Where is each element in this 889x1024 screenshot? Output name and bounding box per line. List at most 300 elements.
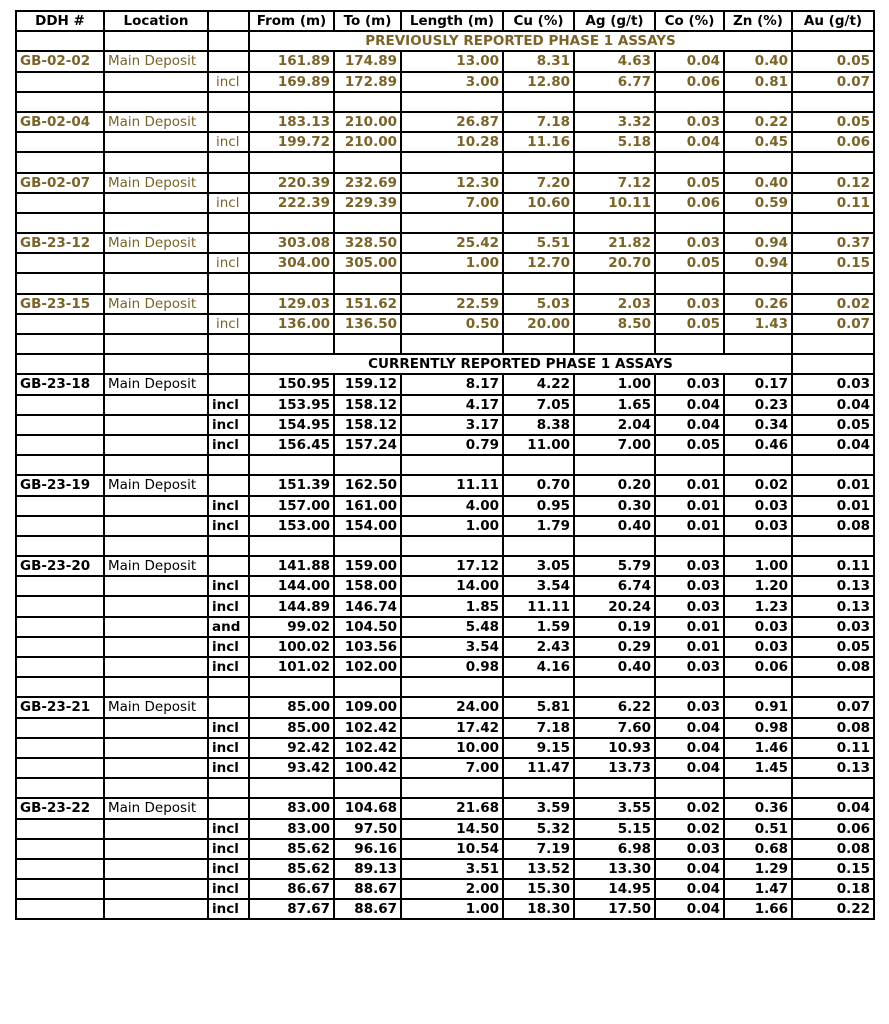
location-cell — [104, 273, 208, 293]
empty-cell — [208, 354, 249, 374]
ddh-cell — [16, 718, 104, 738]
ag-cell — [574, 273, 655, 293]
location-cell — [104, 496, 208, 516]
ag-cell — [574, 334, 655, 354]
qualifier-cell — [208, 173, 249, 193]
cu-cell: 4.16 — [503, 657, 574, 677]
cu-cell — [503, 536, 574, 556]
section-header-row — [16, 31, 874, 51]
header-ag: Ag (g/t) — [574, 11, 655, 31]
zn-cell: 1.00 — [724, 556, 792, 576]
qualifier-cell: incl — [208, 738, 249, 758]
table-row — [16, 435, 874, 455]
co-cell — [655, 273, 724, 293]
co-cell: 0.01 — [655, 617, 724, 637]
length-cell: 5.48 — [401, 617, 503, 637]
co-cell: 0.04 — [655, 415, 724, 435]
au-cell — [792, 92, 874, 112]
cu-cell: 11.11 — [503, 596, 574, 616]
au-cell: 0.18 — [792, 879, 874, 899]
ag-cell: 13.30 — [574, 859, 655, 879]
length-cell: 3.00 — [401, 72, 503, 92]
location-cell: Main Deposit — [104, 475, 208, 495]
from-cell: 153.95 — [249, 395, 334, 415]
au-cell: 0.11 — [792, 556, 874, 576]
location-cell — [104, 576, 208, 596]
cu-cell — [503, 152, 574, 172]
location-cell — [104, 738, 208, 758]
length-cell: 1.85 — [401, 596, 503, 616]
co-cell: 0.04 — [655, 51, 724, 71]
from-cell: 150.95 — [249, 374, 334, 394]
location-cell — [104, 92, 208, 112]
length-cell: 25.42 — [401, 233, 503, 253]
co-cell: 0.04 — [655, 718, 724, 738]
qualifier-cell — [208, 152, 249, 172]
qualifier-cell: incl — [208, 496, 249, 516]
qualifier-cell: and — [208, 617, 249, 637]
ddh-cell: GB-02-07 — [16, 173, 104, 193]
from-cell: 85.62 — [249, 839, 334, 859]
ddh-cell — [16, 193, 104, 213]
qualifier-cell — [208, 334, 249, 354]
ddh-cell — [16, 819, 104, 839]
location-cell — [104, 899, 208, 919]
table-row — [16, 576, 874, 596]
to-cell: 102.00 — [334, 657, 401, 677]
au-cell: 0.02 — [792, 294, 874, 314]
empty-cell — [104, 354, 208, 374]
location-cell — [104, 455, 208, 475]
ddh-cell — [16, 637, 104, 657]
to-cell — [334, 92, 401, 112]
ag-cell: 4.63 — [574, 51, 655, 71]
qualifier-cell — [208, 213, 249, 233]
cu-cell: 1.79 — [503, 516, 574, 536]
blank-row — [16, 152, 874, 172]
zn-cell — [724, 213, 792, 233]
qualifier-cell: incl — [208, 435, 249, 455]
ddh-cell — [16, 455, 104, 475]
zn-cell: 0.98 — [724, 718, 792, 738]
qualifier-cell — [208, 556, 249, 576]
ag-cell: 7.00 — [574, 435, 655, 455]
location-cell — [104, 677, 208, 697]
qualifier-cell: incl — [208, 415, 249, 435]
qualifier-cell: incl — [208, 637, 249, 657]
length-cell: 14.00 — [401, 576, 503, 596]
co-cell: 0.04 — [655, 899, 724, 919]
from-cell: 86.67 — [249, 879, 334, 899]
blank-row — [16, 92, 874, 112]
zn-cell: 0.40 — [724, 173, 792, 193]
ag-cell: 0.30 — [574, 496, 655, 516]
header-length: Length (m) — [401, 11, 503, 31]
header-cu: Cu (%) — [503, 11, 574, 31]
length-cell: 2.00 — [401, 879, 503, 899]
to-cell: 229.39 — [334, 193, 401, 213]
au-cell: 0.04 — [792, 395, 874, 415]
zn-cell: 1.45 — [724, 758, 792, 778]
ag-cell: 6.22 — [574, 697, 655, 717]
co-cell — [655, 455, 724, 475]
to-cell: 103.56 — [334, 637, 401, 657]
location-cell — [104, 596, 208, 616]
cu-cell — [503, 778, 574, 798]
qualifier-cell — [208, 233, 249, 253]
co-cell: 0.03 — [655, 576, 724, 596]
ddh-cell — [16, 273, 104, 293]
header-zn: Zn (%) — [724, 11, 792, 31]
ddh-cell: GB-23-12 — [16, 233, 104, 253]
location-cell: Main Deposit — [104, 51, 208, 71]
to-cell — [334, 778, 401, 798]
co-cell: 0.03 — [655, 112, 724, 132]
cu-cell: 7.20 — [503, 173, 574, 193]
qualifier-cell — [208, 798, 249, 818]
length-cell: 1.00 — [401, 253, 503, 273]
qualifier-cell — [208, 51, 249, 71]
table-row — [16, 374, 874, 394]
cu-cell: 11.16 — [503, 132, 574, 152]
from-cell: 154.95 — [249, 415, 334, 435]
ag-cell: 10.11 — [574, 193, 655, 213]
ddh-cell — [16, 516, 104, 536]
table-row — [16, 51, 874, 71]
ag-cell: 3.55 — [574, 798, 655, 818]
au-cell: 0.05 — [792, 415, 874, 435]
co-cell: 0.01 — [655, 516, 724, 536]
qualifier-cell: incl — [208, 879, 249, 899]
location-cell: Main Deposit — [104, 112, 208, 132]
ag-cell — [574, 778, 655, 798]
empty-cell — [792, 31, 874, 51]
header-au: Au (g/t) — [792, 11, 874, 31]
cu-cell: 0.95 — [503, 496, 574, 516]
length-cell: 3.54 — [401, 637, 503, 657]
cu-cell: 4.22 — [503, 374, 574, 394]
cu-cell: 20.00 — [503, 314, 574, 334]
qualifier-cell: incl — [208, 758, 249, 778]
qualifier-cell — [208, 677, 249, 697]
blank-row — [16, 273, 874, 293]
location-cell: Main Deposit — [104, 697, 208, 717]
zn-cell — [724, 677, 792, 697]
ddh-cell — [16, 738, 104, 758]
length-cell — [401, 536, 503, 556]
au-cell — [792, 677, 874, 697]
ag-cell: 0.20 — [574, 475, 655, 495]
cu-cell — [503, 334, 574, 354]
ag-cell: 2.03 — [574, 294, 655, 314]
zn-cell — [724, 152, 792, 172]
to-cell: 88.67 — [334, 899, 401, 919]
co-cell: 0.03 — [655, 556, 724, 576]
length-cell — [401, 778, 503, 798]
table-row — [16, 596, 874, 616]
cu-cell: 2.43 — [503, 637, 574, 657]
qualifier-cell: incl — [208, 576, 249, 596]
table-row — [16, 314, 874, 334]
location-cell — [104, 758, 208, 778]
ag-cell: 14.95 — [574, 879, 655, 899]
length-cell: 13.00 — [401, 51, 503, 71]
cu-cell: 5.51 — [503, 233, 574, 253]
empty-cell — [104, 31, 208, 51]
length-cell — [401, 213, 503, 233]
length-cell — [401, 677, 503, 697]
table-row — [16, 637, 874, 657]
zn-cell — [724, 92, 792, 112]
to-cell: 161.00 — [334, 496, 401, 516]
zn-cell: 0.94 — [724, 253, 792, 273]
ddh-cell — [16, 879, 104, 899]
zn-cell — [724, 778, 792, 798]
length-cell: 3.17 — [401, 415, 503, 435]
ddh-cell: GB-23-20 — [16, 556, 104, 576]
table-row — [16, 819, 874, 839]
header-from: From (m) — [249, 11, 334, 31]
length-cell: 8.17 — [401, 374, 503, 394]
length-cell: 0.50 — [401, 314, 503, 334]
location-cell — [104, 839, 208, 859]
from-cell — [249, 536, 334, 556]
blank-row — [16, 536, 874, 556]
location-cell: Main Deposit — [104, 294, 208, 314]
length-cell: 17.12 — [401, 556, 503, 576]
table-row — [16, 395, 874, 415]
location-cell: Main Deposit — [104, 374, 208, 394]
au-cell: 0.13 — [792, 596, 874, 616]
length-cell: 4.17 — [401, 395, 503, 415]
cu-cell: 18.30 — [503, 899, 574, 919]
ag-cell: 13.73 — [574, 758, 655, 778]
length-cell — [401, 273, 503, 293]
qualifier-cell: incl — [208, 899, 249, 919]
cu-cell: 3.54 — [503, 576, 574, 596]
length-cell: 7.00 — [401, 193, 503, 213]
location-cell — [104, 637, 208, 657]
header-ddh: DDH # — [16, 11, 104, 31]
to-cell — [334, 536, 401, 556]
length-cell: 10.00 — [401, 738, 503, 758]
table-row — [16, 556, 874, 576]
location-cell — [104, 72, 208, 92]
qualifier-cell: incl — [208, 657, 249, 677]
from-cell: 92.42 — [249, 738, 334, 758]
co-cell: 0.04 — [655, 738, 724, 758]
zn-cell: 1.23 — [724, 596, 792, 616]
ag-cell: 10.93 — [574, 738, 655, 758]
qualifier-cell — [208, 92, 249, 112]
to-cell — [334, 152, 401, 172]
co-cell — [655, 778, 724, 798]
to-cell: 158.00 — [334, 576, 401, 596]
ag-cell: 8.50 — [574, 314, 655, 334]
from-cell: 85.62 — [249, 859, 334, 879]
ag-cell — [574, 152, 655, 172]
au-cell: 0.05 — [792, 112, 874, 132]
from-cell: 129.03 — [249, 294, 334, 314]
ag-cell: 0.40 — [574, 516, 655, 536]
ddh-cell — [16, 576, 104, 596]
au-cell: 0.13 — [792, 576, 874, 596]
table-row — [16, 879, 874, 899]
cu-cell: 5.03 — [503, 294, 574, 314]
cu-cell: 10.60 — [503, 193, 574, 213]
ddh-cell — [16, 657, 104, 677]
length-cell: 10.54 — [401, 839, 503, 859]
ag-cell: 7.60 — [574, 718, 655, 738]
zn-cell: 0.03 — [724, 617, 792, 637]
blank-row — [16, 334, 874, 354]
zn-cell — [724, 455, 792, 475]
cu-cell — [503, 213, 574, 233]
table-row — [16, 193, 874, 213]
au-cell: 0.15 — [792, 253, 874, 273]
header-qualifier — [208, 11, 249, 31]
to-cell: 158.12 — [334, 415, 401, 435]
blank-row — [16, 677, 874, 697]
location-cell — [104, 314, 208, 334]
blank-row — [16, 213, 874, 233]
qualifier-cell — [208, 112, 249, 132]
qualifier-cell — [208, 536, 249, 556]
cu-cell — [503, 92, 574, 112]
co-cell: 0.03 — [655, 596, 724, 616]
au-cell: 0.08 — [792, 657, 874, 677]
ag-cell: 21.82 — [574, 233, 655, 253]
section-title: CURRENTLY REPORTED PHASE 1 ASSAYS — [249, 354, 792, 374]
from-cell — [249, 778, 334, 798]
to-cell — [334, 213, 401, 233]
cu-cell: 3.05 — [503, 556, 574, 576]
blank-row — [16, 455, 874, 475]
to-cell: 146.74 — [334, 596, 401, 616]
ddh-cell — [16, 415, 104, 435]
table-row — [16, 415, 874, 435]
co-cell: 0.01 — [655, 496, 724, 516]
co-cell: 0.04 — [655, 758, 724, 778]
au-cell: 0.08 — [792, 839, 874, 859]
ag-cell: 1.00 — [574, 374, 655, 394]
table-row — [16, 173, 874, 193]
ddh-cell — [16, 839, 104, 859]
au-cell: 0.06 — [792, 132, 874, 152]
ddh-cell — [16, 314, 104, 334]
au-cell: 0.13 — [792, 758, 874, 778]
zn-cell: 0.94 — [724, 233, 792, 253]
au-cell: 0.08 — [792, 516, 874, 536]
co-cell: 0.03 — [655, 233, 724, 253]
ddh-cell — [16, 617, 104, 637]
ddh-cell — [16, 253, 104, 273]
zn-cell: 0.02 — [724, 475, 792, 495]
length-cell: 10.28 — [401, 132, 503, 152]
to-cell: 154.00 — [334, 516, 401, 536]
to-cell — [334, 677, 401, 697]
qualifier-cell: incl — [208, 839, 249, 859]
ddh-cell — [16, 334, 104, 354]
zn-cell: 0.17 — [724, 374, 792, 394]
to-cell: 158.12 — [334, 395, 401, 415]
blank-row — [16, 778, 874, 798]
to-cell: 305.00 — [334, 253, 401, 273]
to-cell: 159.00 — [334, 556, 401, 576]
cu-cell — [503, 273, 574, 293]
ddh-cell — [16, 859, 104, 879]
qualifier-cell — [208, 455, 249, 475]
to-cell: 109.00 — [334, 697, 401, 717]
ddh-cell — [16, 758, 104, 778]
zn-cell: 0.81 — [724, 72, 792, 92]
table-row — [16, 516, 874, 536]
from-cell: 199.72 — [249, 132, 334, 152]
co-cell: 0.06 — [655, 72, 724, 92]
co-cell: 0.06 — [655, 193, 724, 213]
table-row — [16, 738, 874, 758]
header-co: Co (%) — [655, 11, 724, 31]
ag-cell: 1.65 — [574, 395, 655, 415]
length-cell: 1.00 — [401, 516, 503, 536]
ag-cell: 17.50 — [574, 899, 655, 919]
ag-cell — [574, 677, 655, 697]
from-cell: 99.02 — [249, 617, 334, 637]
section-header-row — [16, 354, 874, 374]
co-cell: 0.04 — [655, 859, 724, 879]
location-cell — [104, 132, 208, 152]
empty-cell — [208, 31, 249, 51]
au-cell — [792, 213, 874, 233]
ddh-cell — [16, 435, 104, 455]
qualifier-cell — [208, 374, 249, 394]
length-cell: 0.98 — [401, 657, 503, 677]
length-cell: 22.59 — [401, 294, 503, 314]
au-cell: 0.22 — [792, 899, 874, 919]
header-row — [16, 11, 874, 31]
au-cell: 0.12 — [792, 173, 874, 193]
au-cell: 0.03 — [792, 374, 874, 394]
to-cell — [334, 455, 401, 475]
ag-cell — [574, 536, 655, 556]
header-to: To (m) — [334, 11, 401, 31]
to-cell: 97.50 — [334, 819, 401, 839]
zn-cell: 0.03 — [724, 637, 792, 657]
location-cell: Main Deposit — [104, 233, 208, 253]
table-row — [16, 72, 874, 92]
ag-cell — [574, 92, 655, 112]
ag-cell: 20.70 — [574, 253, 655, 273]
cu-cell: 0.70 — [503, 475, 574, 495]
qualifier-cell: incl — [208, 314, 249, 334]
ddh-cell — [16, 677, 104, 697]
table-row — [16, 899, 874, 919]
ddh-cell — [16, 496, 104, 516]
table-row — [16, 839, 874, 859]
from-cell: 220.39 — [249, 173, 334, 193]
from-cell: 183.13 — [249, 112, 334, 132]
length-cell: 7.00 — [401, 758, 503, 778]
cu-cell: 3.59 — [503, 798, 574, 818]
zn-cell: 0.22 — [724, 112, 792, 132]
cu-cell: 7.18 — [503, 112, 574, 132]
ddh-cell: GB-23-18 — [16, 374, 104, 394]
table-row — [16, 718, 874, 738]
to-cell: 151.62 — [334, 294, 401, 314]
zn-cell: 1.47 — [724, 879, 792, 899]
location-cell — [104, 395, 208, 415]
table-row — [16, 798, 874, 818]
